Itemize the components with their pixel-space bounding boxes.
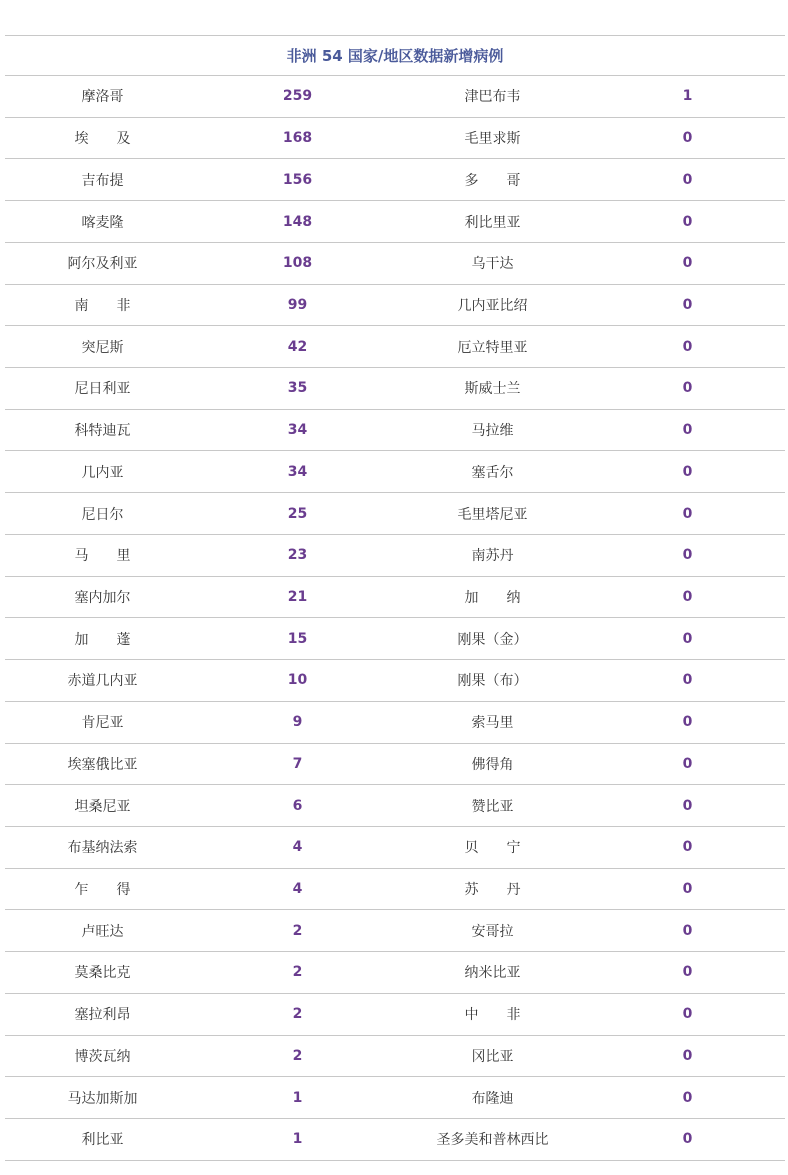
country-name-left: 赤道几内亚 [67, 673, 138, 690]
table-row [5, 493, 785, 535]
case-count-right: 0 [682, 672, 693, 689]
case-count-left: 1 [292, 1131, 303, 1148]
case-count-right: 0 [682, 1047, 693, 1064]
country-name-left: 埃 及 [74, 131, 131, 148]
case-count-left: 42 [287, 338, 308, 355]
country-name-left: 马达加斯加 [67, 1090, 138, 1107]
country-name-right: 毛里塔尼亚 [457, 506, 528, 523]
case-count-left: 25 [287, 505, 308, 522]
case-count-left: 6 [292, 797, 303, 814]
country-name-right: 贝 宁 [464, 840, 521, 857]
country-name-right: 佛得角 [471, 756, 514, 773]
country-name-right: 毛里求斯 [464, 131, 521, 148]
case-count-right: 0 [682, 922, 693, 939]
table-row [5, 410, 785, 452]
country-name-right: 纳米比亚 [464, 965, 521, 982]
case-count-left: 10 [287, 672, 308, 689]
case-count-left: 15 [287, 630, 308, 647]
country-name-right: 乌干达 [471, 256, 514, 273]
country-name-left: 乍 得 [74, 882, 131, 899]
country-name-left: 利比亚 [81, 1132, 124, 1149]
country-name-left: 几内亚 [81, 464, 124, 481]
case-count-left: 148 [282, 213, 313, 230]
case-count-left: 2 [292, 922, 303, 939]
table-title-row [5, 35, 785, 76]
table-row [5, 326, 785, 368]
country-name-left: 南 非 [74, 297, 131, 314]
case-count-right: 0 [682, 588, 693, 605]
table-row [5, 201, 785, 243]
case-count-right: 0 [682, 505, 693, 522]
country-name-right: 安哥拉 [471, 923, 514, 940]
case-count-left: 34 [287, 422, 308, 439]
case-count-right: 0 [682, 630, 693, 647]
country-name-left: 肯尼亚 [81, 715, 124, 732]
country-name-right: 塞舌尔 [471, 464, 514, 481]
case-count-left: 7 [292, 755, 303, 772]
country-name-left: 埃塞俄比亚 [67, 756, 138, 773]
country-name-right: 马拉维 [471, 423, 514, 440]
table-row [5, 1119, 785, 1161]
case-count-left: 2 [292, 1006, 303, 1023]
country-name-left: 布基纳法索 [67, 840, 138, 857]
country-name-left: 吉布提 [81, 172, 124, 189]
case-count-left: 99 [287, 296, 308, 313]
table-row [5, 785, 785, 827]
case-count-left: 9 [292, 714, 303, 731]
table-row [5, 910, 785, 952]
case-count-right: 0 [682, 839, 693, 856]
country-name-right: 索马里 [471, 715, 514, 732]
case-count-left: 108 [282, 255, 313, 272]
table-row [5, 243, 785, 285]
case-count-left: 4 [292, 881, 303, 898]
case-count-left: 168 [282, 130, 313, 147]
country-name-left: 尼日尔 [81, 506, 124, 523]
country-name-right: 多 哥 [464, 172, 521, 189]
table-row [5, 159, 785, 201]
table-row [5, 660, 785, 702]
table-title: 非洲 54 国家/地区数据新增病例 [286, 47, 504, 65]
country-name-right: 利比里亚 [464, 214, 521, 231]
case-count-right: 0 [682, 755, 693, 772]
case-count-left: 23 [287, 547, 308, 564]
table-row [5, 952, 785, 994]
table-row [5, 577, 785, 619]
case-count-left: 34 [287, 463, 308, 480]
table-row [5, 869, 785, 911]
case-count-left: 2 [292, 1047, 303, 1064]
country-name-right: 赞比亚 [471, 798, 514, 815]
case-count-right: 0 [682, 380, 693, 397]
country-name-left: 坦桑尼亚 [74, 798, 131, 815]
case-count-left: 4 [292, 839, 303, 856]
table-row [5, 827, 785, 869]
table-row [5, 744, 785, 786]
case-count-right: 0 [682, 171, 693, 188]
country-name-right: 布隆迪 [471, 1090, 514, 1107]
country-name-right: 苏 丹 [464, 882, 521, 899]
country-name-right: 中 非 [464, 1007, 521, 1024]
table-row [5, 1036, 785, 1078]
case-count-right: 0 [682, 547, 693, 564]
case-count-right: 0 [682, 964, 693, 981]
case-count-left: 35 [287, 380, 308, 397]
country-name-left: 塞拉利昂 [74, 1007, 131, 1024]
case-count-right: 0 [682, 463, 693, 480]
country-name-left: 突尼斯 [81, 339, 124, 356]
country-name-left: 尼日利亚 [74, 381, 131, 398]
country-name-left: 加 蓬 [74, 631, 131, 648]
country-name-left: 塞内加尔 [74, 589, 131, 606]
case-count-right: 1 [682, 88, 693, 105]
table-row [5, 118, 785, 160]
case-count-right: 0 [682, 213, 693, 230]
country-name-right: 圣多美和普林西比 [436, 1132, 549, 1149]
country-name-left: 阿尔及利亚 [67, 256, 138, 273]
table-row [5, 76, 785, 118]
table-row [5, 535, 785, 577]
case-count-right: 0 [682, 1131, 693, 1148]
country-name-right: 厄立特里亚 [457, 339, 528, 356]
country-name-right: 刚果（金） [457, 631, 528, 648]
table-row [5, 994, 785, 1036]
case-count-left: 1 [292, 1089, 303, 1106]
country-name-left: 博茨瓦纳 [74, 1048, 131, 1065]
table-row [5, 451, 785, 493]
country-name-right: 加 纳 [464, 589, 521, 606]
case-count-left: 21 [287, 588, 308, 605]
table-row [5, 285, 785, 327]
country-name-right: 津巴布韦 [464, 89, 521, 106]
country-name-right: 刚果（布） [457, 673, 528, 690]
case-count-right: 0 [682, 1006, 693, 1023]
country-name-left: 马 里 [74, 548, 131, 565]
country-name-right: 几内亚比绍 [457, 297, 528, 314]
table-body [5, 76, 785, 1161]
country-name-right: 斯威士兰 [464, 381, 521, 398]
table-row [5, 368, 785, 410]
country-name-left: 喀麦隆 [81, 214, 124, 231]
country-name-left: 卢旺达 [81, 923, 124, 940]
case-count-right: 0 [682, 1089, 693, 1106]
country-name-left: 莫桑比克 [74, 965, 131, 982]
table-row [5, 702, 785, 744]
table-row [5, 618, 785, 660]
case-count-right: 0 [682, 881, 693, 898]
case-count-right: 0 [682, 422, 693, 439]
country-name-right: 冈比亚 [471, 1048, 514, 1065]
case-count-right: 0 [682, 797, 693, 814]
cases-table [5, 35, 785, 1161]
country-name-left: 科特迪瓦 [74, 423, 131, 440]
case-count-right: 0 [682, 296, 693, 313]
country-name-right: 南苏丹 [471, 548, 514, 565]
case-count-left: 2 [292, 964, 303, 981]
case-count-right: 0 [682, 714, 693, 731]
table-row [5, 1077, 785, 1119]
country-name-left: 摩洛哥 [81, 89, 124, 106]
case-count-left: 156 [282, 171, 313, 188]
case-count-right: 0 [682, 255, 693, 272]
case-count-right: 0 [682, 130, 693, 147]
case-count-right: 0 [682, 338, 693, 355]
case-count-left: 259 [282, 88, 313, 105]
